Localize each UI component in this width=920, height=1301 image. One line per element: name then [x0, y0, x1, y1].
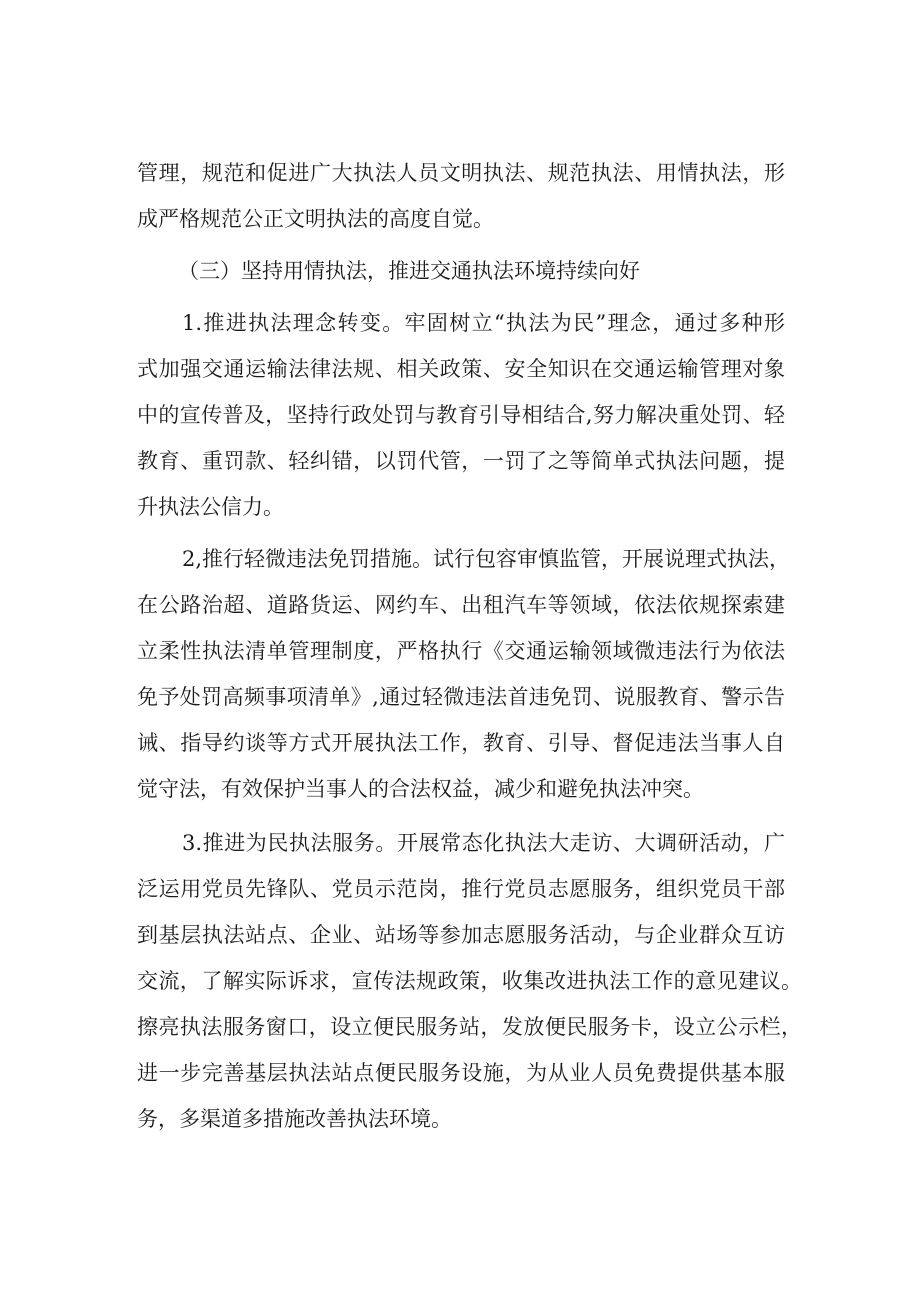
paragraph-line: 觉守法，有效保护当事人的合法权益，减少和避免执法冲突。 — [137, 777, 704, 801]
paragraph-line: 1.推进执法理念转变。牢固树立“执法为民”理念，通过多种形 — [182, 311, 785, 335]
paragraph-line: 升执法公信力。 — [137, 495, 284, 519]
paragraph-line: 诫、指导约谈等方式开展执法工作，教育、引导、督促违法当事人自 — [137, 731, 785, 755]
paragraph-line: 式加强交通运输法律法规、相关政策、安全知识在交通运输管理对象 — [137, 357, 785, 381]
paragraph-line: 3.推进为民执法服务。开展常态化执法大走访、大调研活动，广 — [182, 831, 785, 855]
paragraph-line: 教育、重罚款、轻纠错，以罚代管，一罚了之等简单式执法问题，提 — [137, 449, 785, 473]
paragraph-line: 到基层执法站点、企业、站场等参加志愿服务活动，与企业群众互访 — [137, 923, 785, 947]
paragraph-line: 交流，了解实际诉求，宣传法规政策，收集改进执法工作的意见建议。 — [137, 969, 802, 993]
paragraph-line: 泛运用党员先锋队、党员示范岗，推行党员志愿服务，组织党员干部 — [137, 877, 785, 901]
paragraph-line: 务，多渠道多措施改善执法环境。 — [137, 1107, 452, 1131]
paragraph-line: 管理，规范和促进广大执法人员文明执法、规范执法、用情执法，形 — [137, 161, 785, 185]
paragraph-line: 擦亮执法服务窗口，设立便民服务站，发放便民服务卡，设立公示栏， — [137, 1015, 802, 1039]
paragraph-line: 2,推行轻微违法免罚措施。试行包容审慎监管，开展说理式执法， — [182, 547, 791, 571]
paragraph-line: 进一步完善基层执法站点便民服务设施，为从业人员免费提供基本服 — [137, 1061, 785, 1085]
paragraph-line: 立柔性执法清单管理制度，严格执行《交通运输领域微违法行为依法 — [137, 639, 785, 663]
paragraph-line: 免予处罚高频事项清单》,通过轻微违法首违免罚、说服教育、警示告 — [137, 685, 785, 709]
section-heading: （三）坚持用情执法，推进交通执法环境持续向好 — [178, 259, 640, 283]
paragraph-line: 中的宣传普及，坚持行政处罚与教育引导相结合,努力解决重处罚、轻 — [137, 403, 785, 427]
paragraph-line: 成严格规范公正文明执法的高度自觉。 — [137, 207, 494, 231]
paragraph-line: 在公路治超、道路货运、网约车、出租汽车等领域，依法依规探索建 — [137, 593, 785, 617]
